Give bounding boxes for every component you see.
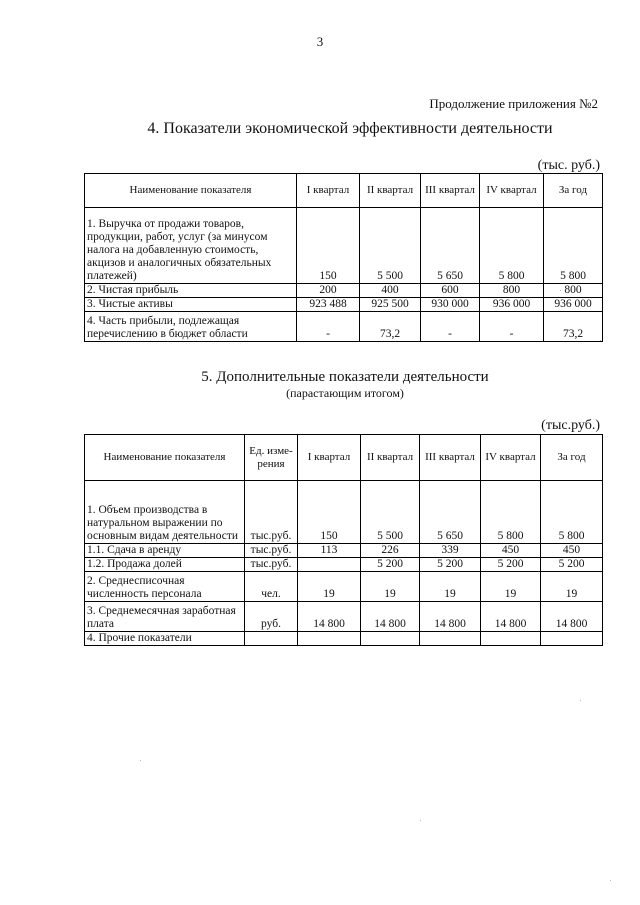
header-q3: III квартал	[421, 174, 480, 208]
cell-q3: 5 650	[421, 208, 480, 284]
section4-unit: (тыс. руб.)	[537, 158, 600, 173]
cell-q1: 923 488	[297, 298, 360, 312]
cell-year: 800	[544, 284, 603, 298]
cell-q2: 14 800	[361, 602, 420, 632]
cell-q2: 5 500	[361, 481, 420, 544]
cell-q3	[420, 632, 481, 646]
header-q2: II квартал	[360, 174, 421, 208]
header-q1: I квартал	[298, 435, 361, 481]
row-name: 1.1. Сдача в аренду	[85, 544, 245, 558]
cell-q1: 150	[297, 208, 360, 284]
row-name: 3. Чистые активы	[85, 298, 297, 312]
section5-unit: (тыс.руб.)	[541, 418, 600, 433]
scan-speck	[610, 880, 611, 881]
cell-q2: 19	[361, 572, 420, 602]
header-q3: III квартал	[420, 435, 481, 481]
cell-year: 5 800	[544, 208, 603, 284]
cell-q2	[361, 632, 420, 646]
scan-speck	[420, 820, 421, 821]
page-number: 3	[316, 34, 324, 49]
additional-indicators-table	[84, 434, 603, 646]
cell-q2: 226	[361, 544, 420, 558]
cell-q4: 5 200	[481, 558, 541, 572]
cell-q2: 925 500	[360, 298, 421, 312]
table-row	[85, 208, 603, 284]
cell-q4: 5 800	[480, 208, 544, 284]
header-q2: II квартал	[361, 435, 420, 481]
cell-unit: руб.	[245, 602, 298, 632]
cell-q2: 5 200	[361, 558, 420, 572]
row-name: 1. Выручка от продажи товаров, продукции, работ, услуг (за минусом налога на добавленную стоимость, акцизов и аналогичных обязательных платежей)	[85, 208, 297, 284]
appendix-label: Продолжение приложения №2	[429, 96, 598, 111]
table-row	[85, 298, 603, 312]
section5-subtitle: (парастающим итогом)	[286, 386, 404, 400]
table-row	[85, 572, 603, 602]
cell-q1: 200	[297, 284, 360, 298]
cell-q4: 800	[480, 284, 544, 298]
header-indicator-name: Наименование показателя	[85, 174, 297, 208]
table-row	[85, 558, 603, 572]
section5-title: 5. Дополнительные показатели деятельности	[201, 369, 489, 385]
row-name: 4. Часть прибыли, подлежащая перечислению в бюджет области	[85, 312, 297, 342]
cell-q2: 5 500	[360, 208, 421, 284]
cell-q4: 5 800	[481, 481, 541, 544]
cell-q1	[298, 558, 361, 572]
row-name: 3. Среднемесячная заработная плата	[85, 602, 245, 632]
cell-q3: 930 000	[421, 298, 480, 312]
table-header-row	[85, 174, 603, 208]
cell-q4: 936 000	[480, 298, 544, 312]
cell-year: 73,2	[544, 312, 603, 342]
cell-year: 5 200	[541, 558, 603, 572]
header-year: За год	[541, 435, 603, 481]
cell-q4: -	[480, 312, 544, 342]
row-name: 1. Объем производства в натуральном выражении по основным видам деятельности	[85, 481, 245, 544]
table-row	[85, 602, 603, 632]
cell-q1: 19	[298, 572, 361, 602]
cell-q1: 150	[298, 481, 361, 544]
cell-q2: 73,2	[360, 312, 421, 342]
header-unit: Ед. изме-рения	[245, 435, 298, 481]
cell-q1: 14 800	[298, 602, 361, 632]
header-year: За год	[544, 174, 603, 208]
row-name: 2. Среднесписочная численность персонала	[85, 572, 245, 602]
cell-q3: -	[421, 312, 480, 342]
table-row	[85, 632, 603, 646]
scan-speck	[600, 340, 601, 341]
cell-q3: 5 200	[420, 558, 481, 572]
cell-q3: 19	[420, 572, 481, 602]
header-q1: I квартал	[297, 174, 360, 208]
cell-q4	[481, 632, 541, 646]
cell-unit: тыс.руб.	[245, 481, 298, 544]
cell-q3: 14 800	[420, 602, 481, 632]
cell-year: 14 800	[541, 602, 603, 632]
cell-q3: 600	[421, 284, 480, 298]
cell-q4: 450	[481, 544, 541, 558]
section4-title: 4. Показатели экономической эффективности деятельности	[147, 120, 553, 137]
scan-speck	[560, 290, 561, 291]
header-q4: IV квартал	[481, 435, 541, 481]
cell-year: 450	[541, 544, 603, 558]
cell-year	[541, 632, 603, 646]
table-header-row	[85, 435, 603, 481]
cell-unit: чел.	[245, 572, 298, 602]
cell-q3: 339	[420, 544, 481, 558]
table-row	[85, 544, 603, 558]
cell-year: 19	[541, 572, 603, 602]
economic-efficiency-table	[84, 173, 603, 342]
table-row	[85, 481, 603, 544]
scan-speck	[140, 760, 141, 761]
cell-q3: 5 650	[420, 481, 481, 544]
header-q4: IV квартал	[480, 174, 544, 208]
row-name: 1.2. Продажа долей	[85, 558, 245, 572]
cell-q4: 14 800	[481, 602, 541, 632]
table-row	[85, 284, 603, 298]
table-row	[85, 312, 603, 342]
header-indicator-name: Наименование показателя	[85, 435, 245, 481]
cell-year: 936 000	[544, 298, 603, 312]
cell-unit: тыс.руб.	[245, 544, 298, 558]
scan-speck	[580, 700, 581, 701]
row-name: 4. Прочие показатели	[85, 632, 245, 646]
cell-q4: 19	[481, 572, 541, 602]
cell-q2: 400	[360, 284, 421, 298]
row-name: 2. Чистая прибыль	[85, 284, 297, 298]
cell-q1	[298, 632, 361, 646]
cell-q1: 113	[298, 544, 361, 558]
cell-year: 5 800	[541, 481, 603, 544]
cell-unit	[245, 632, 298, 646]
cell-unit: тыс.руб.	[245, 558, 298, 572]
cell-q1: -	[297, 312, 360, 342]
